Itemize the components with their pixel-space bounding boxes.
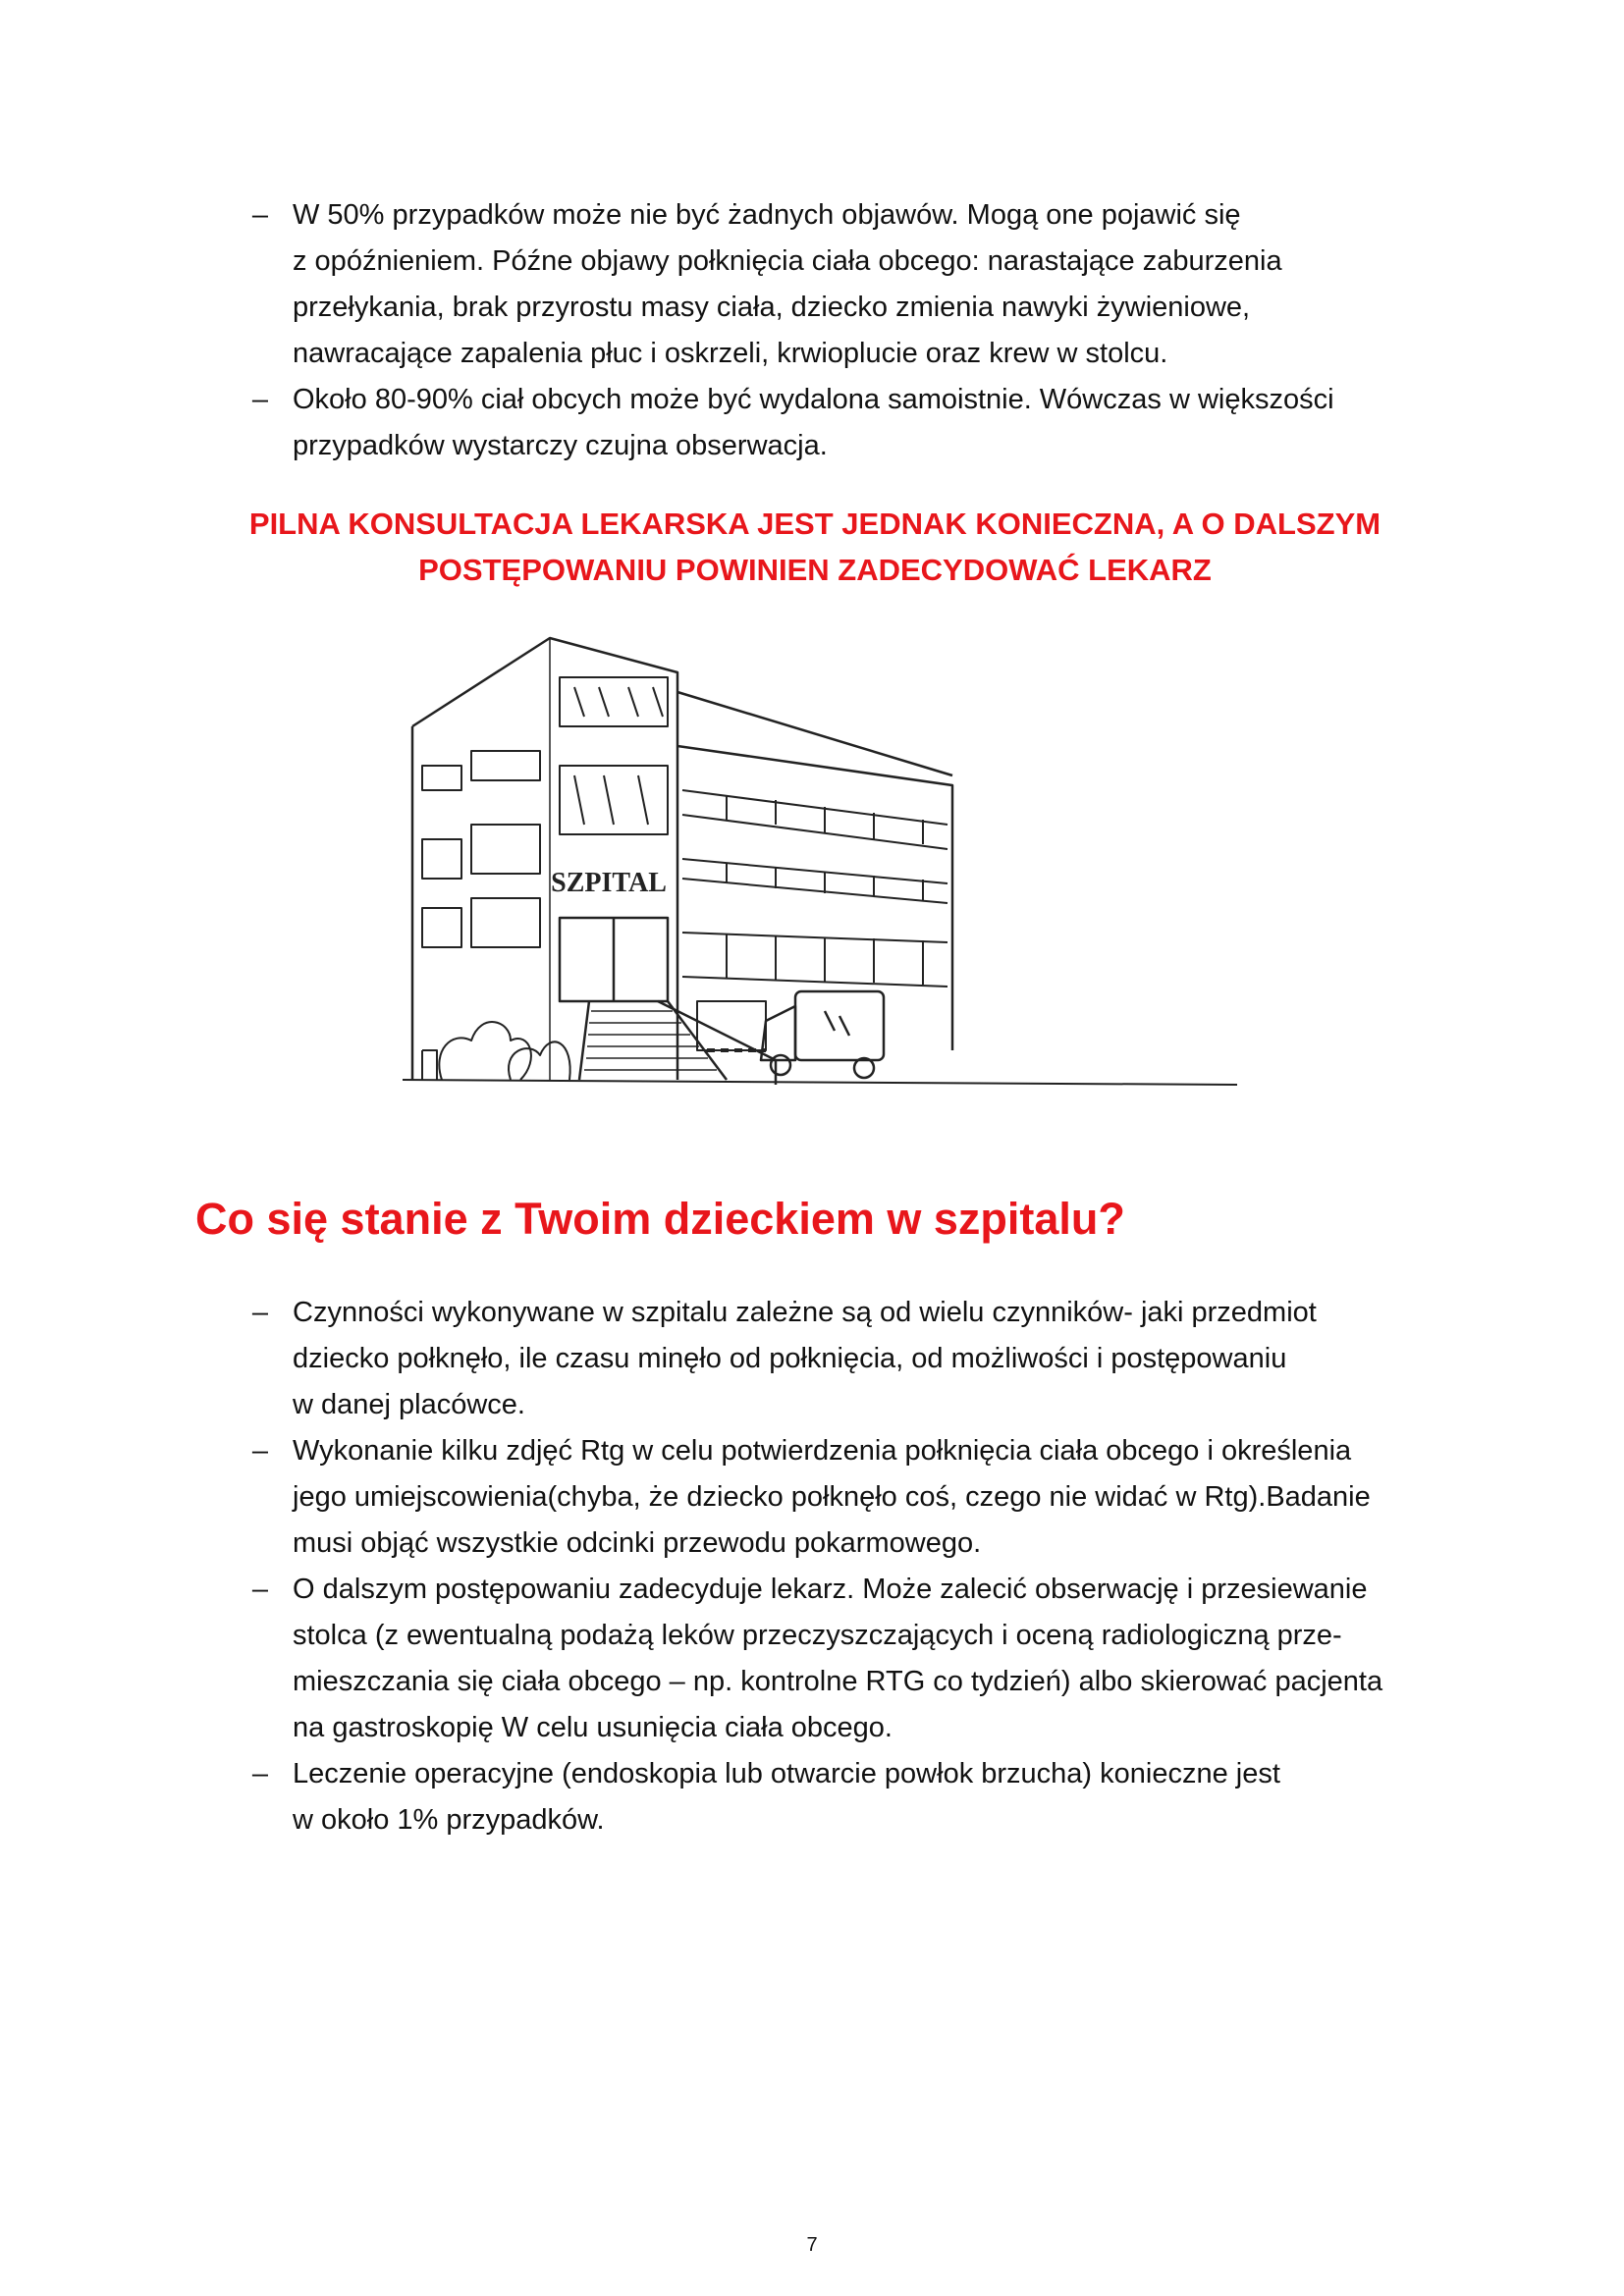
page-number: 7 — [806, 2234, 818, 2256]
dash-bullet: – — [251, 384, 269, 415]
list-item-line: mieszczania się ciała obcego – np. kontrolne RTG co tydzień) albo skierować pacjenta — [293, 1666, 1383, 1697]
list-item-line: z opóźnieniem. Późne objawy połknięcia ciała obcego: narastające zaburzenia — [293, 245, 1282, 277]
dash-bullet: – — [251, 1758, 269, 1789]
list-item — [236, 1751, 1443, 1843]
list-item-line: Około 80-90% ciał obcych może być wydalona samoistnie. Wówczas w większości — [293, 384, 1334, 415]
list-item — [236, 1428, 1443, 1567]
list-item — [236, 1567, 1443, 1751]
callout-line: POSTĘPOWANIU POWINIEN ZADECYDOWAĆ LEKARZ — [418, 553, 1212, 587]
list-item-line: przełykania, brak przyrostu masy ciała, dziecko zmienia nawyki żywieniowe, — [293, 292, 1251, 323]
list-item-line: Czynności wykonywane w szpitalu zależne są od wielu czynników- jaki przedmiot — [293, 1297, 1317, 1328]
list-item-line: stolca (z ewentualną podażą leków przeczyszczających i oceną radiologiczną prze- — [293, 1620, 1342, 1651]
list-item-line: W 50% przypadków może nie być żadnych objawów. Mogą one pojawić się — [293, 199, 1241, 231]
list-item-line: jego umiejscowienia(chyba, że dziecko połknęło coś, czego nie widać w Rtg).Badanie — [293, 1481, 1371, 1513]
list-item-line: w około 1% przypadków. — [293, 1804, 605, 1836]
dash-bullet: – — [251, 199, 269, 231]
warning-callout — [177, 501, 1453, 593]
list-item-line: dziecko połknęło, ile czasu minęło od połknięcia, od możliwości i postępowaniu — [293, 1343, 1287, 1374]
hospital-building-icon — [403, 618, 1237, 1109]
list-item-line: w danej placówce. — [293, 1389, 525, 1420]
list-item — [236, 192, 1443, 377]
symptoms-list — [236, 192, 1443, 469]
hospital-procedures-list — [236, 1290, 1443, 1843]
list-item — [236, 1290, 1443, 1428]
list-item-line: na gastroskopię W celu usunięcia ciała obcego. — [293, 1712, 893, 1743]
list-item-line: nawracające zapalenia płuc i oskrzeli, krwioplucie oraz krew w stolcu. — [293, 338, 1168, 369]
dash-bullet: – — [251, 1435, 269, 1467]
dash-bullet: – — [251, 1297, 269, 1328]
list-item-line: O dalszym postępowaniu zadecyduje lekarz. Może zalecić obserwację i przesiewanie — [293, 1574, 1368, 1605]
list-item-line: Wykonanie kilku zdjęć Rtg w celu potwierdzenia połknięcia ciała obcego i określenia — [293, 1435, 1352, 1467]
hospital-sign: SZPITAL — [551, 868, 667, 898]
callout-line: PILNA KONSULTACJA LEKARSKA JEST JEDNAK KONIECZNA, A O DALSZYM — [248, 507, 1381, 541]
list-item-line: Leczenie operacyjne (endoskopia lub otwarcie powłok brzucha) konieczne jest — [293, 1758, 1280, 1789]
list-item-line: musi objąć wszystkie odcinki przewodu pokarmowego. — [293, 1527, 982, 1559]
section-title: Co się stanie z Twoim dzieckiem w szpitalu? — [195, 1194, 1125, 1244]
dash-bullet: – — [251, 1574, 269, 1605]
list-item-line: przypadków wystarczy czujna obserwacja. — [293, 430, 828, 461]
list-item — [236, 377, 1443, 469]
